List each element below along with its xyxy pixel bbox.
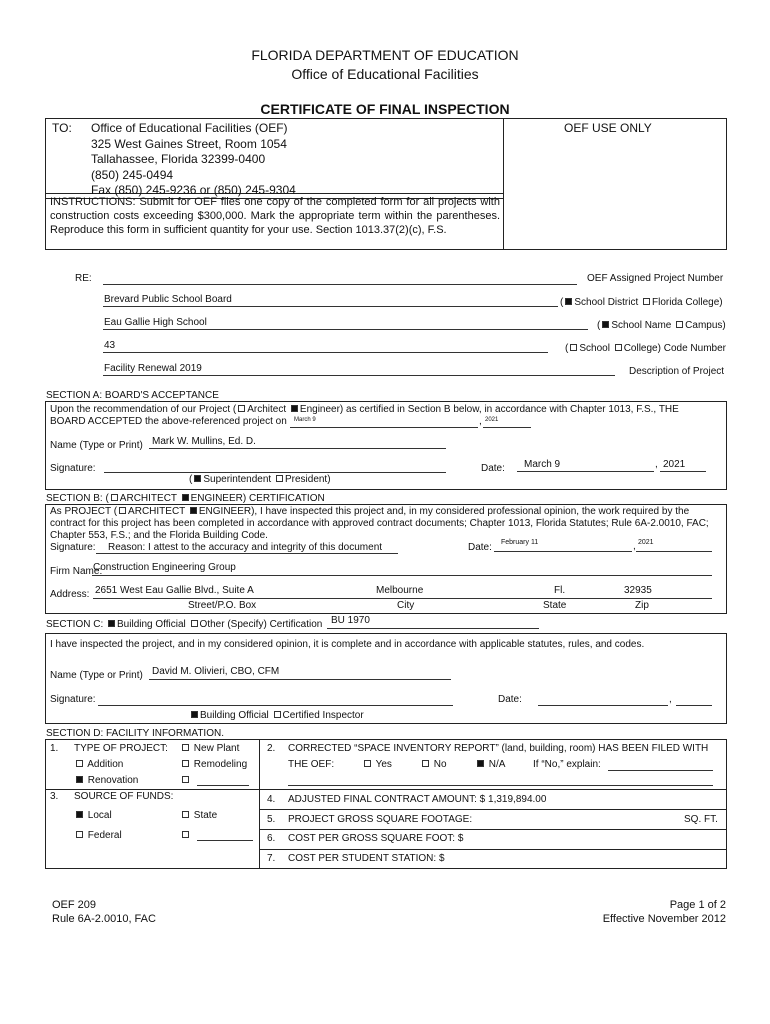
sec-a-signature-line[interactable] (104, 472, 446, 473)
no-checkbox[interactable] (422, 760, 429, 767)
certified-inspector-checkbox[interactable] (274, 711, 281, 718)
cert-line (327, 628, 539, 629)
addition-label: Addition (87, 759, 124, 770)
to-line: Tallahassee, Florida 32399-0400 (91, 152, 266, 166)
other-funds-line[interactable] (197, 840, 253, 841)
sec-c-role (189, 710, 364, 721)
oef-use-only-box (503, 118, 727, 250)
footer-rule: Rule 6A-2.0010, FAC (52, 913, 156, 925)
accept-date-line (290, 427, 478, 428)
firm-line (92, 575, 712, 576)
new-plant-option (180, 743, 239, 754)
school-district-label: School District (574, 297, 639, 308)
other-cert-label: Other (Specify) Certification (199, 619, 323, 630)
sec-a-date-label: Date: (481, 463, 505, 474)
sec-b-signature-line (96, 553, 398, 554)
section-a-text2: BOARD ACCEPTED the above-referenced project on (50, 416, 287, 427)
state-value[interactable]: Fl. (554, 585, 566, 596)
sec-a-architect-checkbox[interactable] (238, 405, 245, 412)
renovation-checkbox[interactable] (76, 776, 83, 783)
state-funds-label: State (193, 810, 218, 821)
florida-college-label: Florida College) (652, 297, 723, 308)
sec-c-statement: I have inspected the project, and in my considered opinion, it is complete and in accordance with applicable statutes, rules, and codes. (50, 639, 645, 650)
sec-a-engineer-checkbox[interactable] (291, 405, 298, 412)
sec-b-date-label: Date: (468, 542, 492, 553)
code-open-paren: ( (565, 343, 569, 354)
sec-b-line1 (50, 506, 689, 517)
sec-c-ci-label: Certified Inspector (282, 710, 364, 721)
to-line: (850) 245-0494 (91, 167, 174, 182)
to-label: TO: (52, 121, 72, 135)
sec-b-architect-checkbox[interactable] (119, 507, 126, 514)
local-option (74, 810, 112, 821)
to-line: Fax (850) 245-9236 or (850) 245-9304 (91, 183, 296, 197)
addition-option (74, 759, 123, 770)
q3-label: SOURCE OF FUNDS: (74, 791, 174, 802)
q6-label: COST PER GROSS SQUARE FOOT: $ (288, 833, 464, 844)
office-title: Office of Educational Facilities (291, 66, 479, 82)
street-label: Street/P.O. Box (188, 600, 257, 611)
footer-effective: Effective November 2012 (602, 913, 726, 925)
q2-num: 2. (267, 743, 276, 754)
school-type: ( School Name Campus) (597, 320, 726, 331)
section-d-title: SECTION D: FACILITY INFORMATION. (46, 728, 224, 739)
description-value[interactable]: Facility Renewal 2019 (104, 363, 202, 374)
sec-c-building-official-checkbox[interactable] (191, 711, 198, 718)
federal-option (74, 830, 122, 841)
zip-label: Zip (635, 600, 649, 611)
president-checkbox[interactable] (276, 475, 283, 482)
sec-b-title-architect-checkbox[interactable] (111, 494, 118, 501)
explain-line[interactable] (288, 785, 713, 786)
other-type-option (180, 775, 191, 786)
code-school-label: School (579, 343, 610, 354)
section-d-left-divider (45, 789, 260, 790)
sec-b-date-comma: , (633, 541, 636, 552)
sec-b-date-value[interactable]: February 11 (501, 539, 539, 546)
q6-num: 6. (267, 833, 276, 844)
zip-value[interactable]: 32935 (624, 585, 652, 596)
superintendent-checkbox[interactable] (194, 475, 201, 482)
section-d-row-line-2 (259, 809, 727, 810)
other-type-checkbox[interactable] (182, 776, 189, 783)
description-line (103, 375, 615, 376)
q1-num: 1. (50, 743, 59, 754)
section-d-row-line-1 (259, 789, 727, 790)
section-a-text1-a: Upon the recommendation of our Project ( (50, 404, 237, 415)
address-line (93, 598, 712, 599)
footer-page: Page 1 of 2 (669, 899, 726, 911)
renovation-label: Renovation (87, 775, 139, 786)
sec-c-signature-label: Signature: (50, 694, 96, 705)
sec-b-title-engineer-checkbox[interactable] (182, 494, 189, 501)
accept-year-value[interactable]: 2021 (485, 417, 499, 423)
school-name-checkbox[interactable] (602, 321, 609, 328)
address-label: Address: (50, 589, 90, 600)
campus-checkbox[interactable] (676, 321, 683, 328)
oef-number-label: OEF Assigned Project Number (587, 273, 724, 284)
firm-value[interactable]: Construction Engineering Group (93, 562, 236, 573)
sec-a-year-value[interactable]: 2021 (663, 459, 686, 470)
footer-form: OEF 209 (52, 899, 97, 911)
sec-a-architect-label: Architect (247, 404, 287, 415)
city-value[interactable]: Melbourne (376, 585, 424, 596)
no-option (420, 759, 447, 770)
building-official-checkbox[interactable] (108, 620, 115, 627)
sec-b-signature-label: Signature: (50, 542, 96, 553)
to-address (91, 121, 296, 199)
section-a-title: SECTION A: BOARD'S ACCEPTANCE (46, 390, 219, 401)
firm-label: Firm Name: (50, 566, 103, 577)
q5-num: 5. (267, 814, 276, 825)
board-type: ( School District Florida College) (560, 297, 723, 308)
to-line: 325 West Gaines Street, Room 1054 (91, 136, 287, 151)
na-option (475, 759, 505, 770)
remodeling-option (180, 759, 247, 770)
sec-c-bo-label: Building Official (200, 710, 269, 721)
federal-label: Federal (87, 830, 122, 841)
q4-label: ADJUSTED FINAL CONTRACT AMOUNT: $ 1,319,894.00 (288, 794, 547, 805)
sec-c-date-comma: , (669, 694, 672, 705)
sec-b-year-line (636, 551, 712, 552)
section-d-row-line-4 (259, 849, 727, 850)
sec-b-engineer-checkbox[interactable] (190, 507, 197, 514)
board-line (103, 306, 558, 307)
remodeling-checkbox[interactable] (182, 760, 189, 767)
other-type-line[interactable] (197, 785, 249, 786)
sec-a-engineer-label: Engineer) as certified in Section B below, in accordance with Chapter 1013, F.S., THE (299, 404, 679, 415)
sec-a-role: ( Superintendent President) (189, 474, 331, 485)
yes-label: Yes (375, 759, 392, 770)
sec-a-name-label: Name (Type or Print) (50, 440, 143, 451)
yes-option (362, 759, 392, 770)
street-value[interactable]: 2651 West Eau Gallie Blvd., Suite A (95, 585, 254, 596)
building-official-label: Building Official (117, 619, 186, 630)
if-no-label: If “No,” explain: (533, 759, 601, 770)
cert-value[interactable]: BU 1970 (331, 615, 370, 626)
re-label: RE: (75, 273, 92, 284)
campus-label: Campus) (685, 320, 726, 331)
sec-a-signature-label: Signature: (50, 463, 96, 474)
q5-unit: SQ. FT. (684, 814, 718, 825)
sec-b-line2: contract for this project has been completed in accordance with approved contract documents; Chapter 1013, Florida Statutes; Rule 6A-2.0010, FAC; (50, 518, 709, 529)
q4-num: 4. (267, 794, 276, 805)
sec-b-date-line (494, 551, 632, 552)
other-cert-checkbox[interactable] (191, 620, 198, 627)
state-label: State (543, 600, 567, 611)
board-value[interactable]: Brevard Public School Board (104, 294, 232, 305)
yes-checkbox[interactable] (364, 760, 371, 767)
section-c-title-text: SECTION C: (46, 619, 104, 630)
florida-college-checkbox[interactable] (643, 298, 650, 305)
sec-b-title-engineer: ENGINEER) CERTIFICATION (190, 493, 325, 504)
na-label: N/A (488, 759, 506, 770)
code-school-checkbox[interactable] (570, 344, 577, 351)
sec-c-name-label: Name (Type or Print) (50, 670, 143, 681)
state-option (180, 810, 217, 821)
section-b-title (46, 493, 325, 504)
sec-c-name-value[interactable]: David M. Olivieri, CBO, CFM (152, 666, 280, 677)
sec-b-line1-c: ENGINEER), I have inspected this project and, in my considered professional opinion, the work required by the (198, 506, 690, 517)
school-value[interactable]: Eau Gallie High School (104, 317, 207, 328)
to-line: Office of Educational Facilities (OEF) (91, 121, 288, 135)
code-value[interactable]: 43 (104, 340, 116, 351)
sec-a-date-value[interactable]: March 9 (524, 459, 561, 470)
section-c-title (46, 619, 322, 630)
sec-a-name-line (149, 448, 446, 449)
new-plant-checkbox[interactable] (182, 744, 189, 751)
accept-comma: , (479, 416, 482, 427)
president-label: President) (284, 474, 331, 485)
remodeling-label: Remodeling (193, 759, 248, 770)
na-checkbox[interactable] (477, 760, 484, 767)
local-checkbox[interactable] (76, 811, 83, 818)
oef-number-line[interactable] (103, 284, 577, 285)
sec-a-year-line (660, 471, 706, 472)
code-line (103, 352, 548, 353)
q2-label: CORRECTED “SPACE INVENTORY REPORT” (land, building, room) HAS BEEN FILED WITH (288, 743, 709, 754)
sec-b-line1-a: As PROJECT ( (50, 506, 118, 517)
city-label: City (397, 600, 415, 611)
description-label: Description of Project (629, 366, 725, 377)
school-district-checkbox[interactable] (565, 298, 572, 305)
accept-year-line (483, 427, 531, 428)
section-a-text1 (50, 404, 679, 415)
sec-c-name-line (149, 679, 451, 680)
sec-a-name-value[interactable]: Mark W. Mullins, Ed. D. (152, 436, 256, 447)
other-funds-checkbox[interactable] (182, 831, 189, 838)
if-no-line[interactable] (608, 770, 713, 771)
sec-a-date-comma: , (655, 459, 658, 470)
sec-c-signature-line[interactable] (98, 705, 453, 706)
sec-b-line3: Chapter 553, F.S.; and the Florida Building Code. (50, 530, 268, 541)
section-b-title-a: SECTION B: ( (46, 493, 109, 504)
accept-date-value[interactable]: March 9 (294, 417, 316, 423)
certificate-title: CERTIFICATE OF FINAL INSPECTION (260, 101, 510, 117)
sec-b-line1-b: ARCHITECT (128, 506, 186, 517)
sec-c-year-line[interactable] (676, 705, 712, 706)
sec-a-date-line (517, 471, 654, 472)
local-label: Local (87, 810, 112, 821)
sec-b-signature-value[interactable]: Reason: I attest to the accuracy and integrity of this document (108, 542, 383, 553)
q1-label: TYPE OF PROJECT: (74, 743, 168, 754)
q7-num: 7. (267, 853, 276, 864)
no-label: No (433, 759, 447, 770)
code-type (565, 343, 726, 354)
oef-use-only-label: OEF USE ONLY (564, 121, 652, 135)
q2b-label: THE OEF: (288, 759, 335, 770)
sec-b-year-value[interactable]: 2021 (638, 539, 654, 546)
sec-b-title-architect: ARCHITECT (119, 493, 177, 504)
instructions-text: INSTRUCTIONS: Submit for OEF files one copy of the completed form for all projects with construction costs exceeding $300,000. Mark the appropriate term within the parentheses. Reproduce this form in sufficient quantity for your use. Section 1013.37(2)(c), F.S. (50, 196, 500, 236)
sec-c-date-line[interactable] (538, 705, 668, 706)
section-d-row-line-3 (259, 829, 727, 830)
dept-title: FLORIDA DEPARTMENT OF EDUCATION (251, 47, 519, 63)
addition-checkbox[interactable] (76, 760, 83, 767)
other-funds-option (180, 830, 191, 841)
q5-label: PROJECT GROSS SQUARE FOOTAGE: (288, 814, 473, 825)
code-college-checkbox[interactable] (615, 344, 622, 351)
school-name-label: School Name (611, 320, 672, 331)
school-line (103, 329, 588, 330)
federal-checkbox[interactable] (76, 831, 83, 838)
q3-num: 3. (50, 791, 59, 802)
new-plant-label: New Plant (193, 743, 240, 754)
sec-c-date-label: Date: (498, 694, 522, 705)
renovation-option (74, 775, 138, 786)
superintendent-label: Superintendent (203, 474, 272, 485)
code-college-label: College) Code Number (623, 343, 726, 354)
state-checkbox[interactable] (182, 811, 189, 818)
q7-label: COST PER STUDENT STATION: $ (288, 853, 445, 864)
